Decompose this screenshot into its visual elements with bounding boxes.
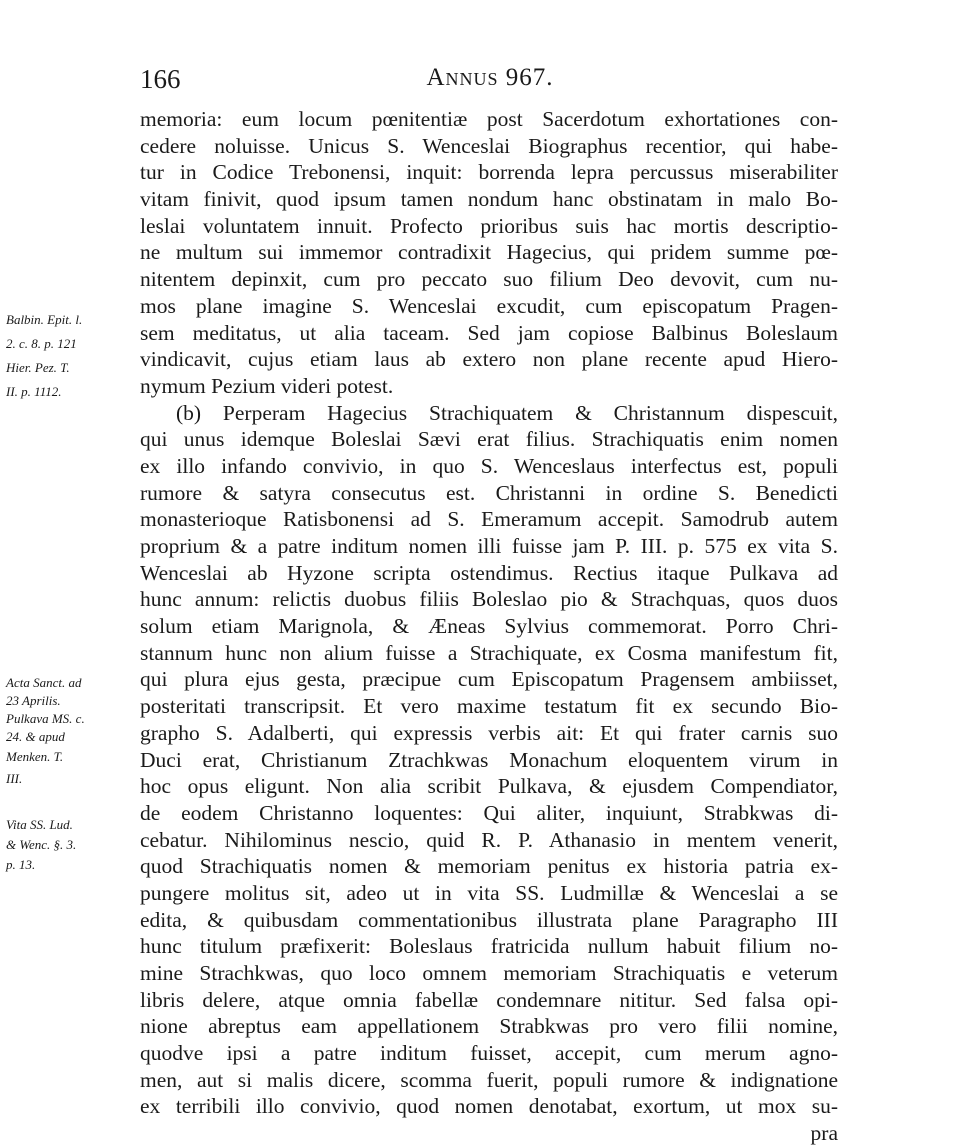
text-line: Duci erat, Christianum Ztrachkwas Monachum eloquentem virum in: [140, 747, 838, 772]
text-line: nitentem depinxit, cum pro peccato suo filium Deo devovit, cum nu-: [140, 267, 838, 292]
text-line: de eodem Christanno loquentes: Qui aliter, inquiunt, Strabkwas di-: [140, 800, 838, 825]
text-line: proprium & a patre inditum nomen illi fuisse jam P. III. p. 575 ex vita S.: [140, 534, 838, 558]
text-line: monasterioque Ratisbonensi ad S. Emeramum accepit. Samodrub autem: [140, 507, 838, 532]
margin-note: Hier. Pez. T.: [6, 360, 70, 375]
text-line: libris delere, atque omnia fabellæ condemnare nititur. Sed falsa opi-: [140, 987, 838, 1012]
margin-note: 23 Aprilis.: [6, 693, 61, 708]
catchword: pra: [810, 1121, 838, 1146]
margin-note: II. p. 1112.: [6, 384, 62, 399]
text-line: nione abreptus eam appellationem Strabkwas pro vero filii nomine,: [140, 1014, 838, 1039]
margin-note: & Wenc. §. 3.: [6, 837, 77, 852]
text-line: hunc annum: relictis duobus filiis Boleslao pio & Strachquas, quos duos: [140, 587, 838, 612]
text-line: hoc opus eligunt. Non alia scribit Pulkava, & ejusdem Compendiator,: [140, 774, 838, 799]
body-text: [140, 106, 838, 1147]
text-line: quod Strachiquatis nomen & memoriam penitus ex historia patria ex-: [140, 854, 838, 879]
text-line: pungere molitus sit, adeo ut in vita SS. Ludmillæ & Wenceslai a se: [140, 880, 838, 905]
text-line: vitam finivit, quod ipsum tamen nondum hanc obstinatam in malo Bo-: [140, 187, 838, 212]
margin-note: Menken. T.: [6, 749, 64, 764]
text-line: solum etiam Marignola, & Æneas Sylvius commemorat. Porro Chri-: [140, 614, 838, 639]
text-line: stannum hunc non alium fuisse a Strachiquate, ex Cosma manifestum fit,: [140, 640, 838, 665]
text-line: men, aut si malis dicere, scomma fuerit, populi rumore & indignatione: [140, 1067, 838, 1092]
margin-note: Acta Sanct. ad: [6, 675, 82, 690]
text-line: cedere noluisse. Unicus S. Wenceslai Biographus recentior, qui habe-: [140, 133, 838, 158]
text-line: ne multum sui immemor contradixit Hagecius, qui pridem summe pœ-: [140, 240, 838, 265]
text-line: sem meditatus, ut alia taceam. Sed jam copiose Balbinus Boleslaum: [140, 320, 838, 345]
page-number: 166: [140, 64, 181, 94]
text-line: vindicavit, cujus etiam laus ab extero non plane recente apud Hiero-: [140, 347, 838, 372]
text-line: ex illo infando convivio, in quo S. Wenceslaus interfectus est, populi: [140, 453, 838, 478]
text-line: rumore & satyra consecutus est. Christanni in ordine S. Benedicti: [140, 480, 838, 505]
margin-note: III.: [6, 771, 23, 786]
margin-note: Balbin. Epit. l.: [6, 312, 83, 327]
text-line: quodve ipsi a patre inditum fuisset, accepit, cum merum agno-: [140, 1041, 838, 1066]
margin-note: 2. c. 8. p. 121: [6, 336, 77, 351]
page-header: [140, 64, 840, 100]
text-line: qui unus idemque Boleslai Sævi erat filius. Strachiquatis enim nomen: [140, 427, 838, 452]
text-line: mine Strachkwas, quo loco omnem memoriam Strachiquatis e veterum: [140, 961, 838, 985]
text-line: (b) Perperam Hagecius Strachiquatem & Christannum dispescuit,: [176, 400, 838, 425]
margin-note: Vita SS. Lud.: [6, 817, 73, 832]
text-line: Wenceslai ab Hyzone scripta ostendimus. Rectius itaque Pulkava ad: [140, 560, 838, 585]
text-line: ex terribili illo convivio, quod nomen denotabat, exortum, ut mox su-: [140, 1094, 838, 1119]
text-line: nymum Pezium videri potest.: [140, 373, 394, 398]
text-line: grapho S. Adalberti, qui expressis verbis ait: Et qui frater carnis suo: [140, 720, 838, 745]
margin-note: p. 13.: [6, 857, 36, 872]
text-line: tur in Codice Trebonensi, inquit: borrenda lepra percussus miserabiliter: [140, 160, 838, 185]
text-line: edita, & quibusdam commentationibus illustrata plane Paragrapho III: [140, 907, 838, 932]
text-line: cebatur. Nihilominus nescio, quid R. P. Athanasio in mentem venerit,: [140, 827, 838, 852]
margin-note: 24. & apud: [6, 729, 65, 744]
margin-note: Pulkava MS. c.: [6, 711, 85, 726]
text-line: posteritati transcripsit. Et vero maxime testatum fit ex secundo Bio-: [140, 694, 838, 719]
text-line: leslai voluntatem innuit. Profecto prioribus suis hac mortis descriptio-: [140, 213, 838, 238]
running-head: Annus 967.: [426, 64, 554, 91]
text-line: mos plane imagine S. Wenceslai excudit, cum episcopatum Pragen-: [140, 293, 838, 318]
text-line: hunc titulum præfixerit: Boleslaus fratricida nullum habuit filium no-: [140, 934, 838, 959]
text-line: qui plura ejus gesta, præcipue cum Episcopatum Pragensem ambiisset,: [140, 667, 838, 692]
text-line: memoria: eum locum pœnitentiæ post Sacerdotum exhortationes con-: [140, 107, 838, 131]
